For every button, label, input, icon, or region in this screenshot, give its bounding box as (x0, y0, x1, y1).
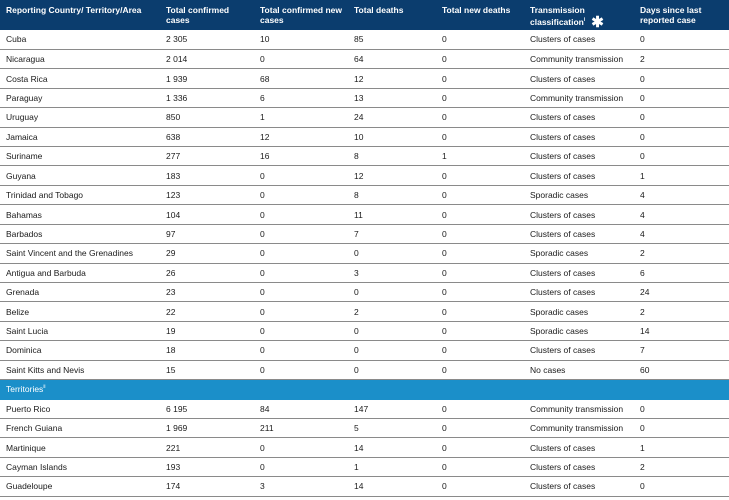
cell-total-confirmed: 193 (160, 457, 254, 476)
table-row (0, 108, 729, 127)
cell-transmission: Clusters of cases (524, 282, 634, 301)
cell-total-deaths: 8 (348, 147, 436, 166)
header-days-since: Days since last reported case (640, 5, 702, 25)
cell-new-cases: 0 (254, 49, 348, 68)
cell-total-deaths: 10 (348, 127, 436, 146)
table-row (0, 88, 729, 107)
cell-transmission: Clusters of cases (524, 166, 634, 185)
cell-total-confirmed: 850 (160, 108, 254, 127)
table-row (0, 244, 729, 263)
cell-transmission: Clusters of cases (524, 147, 634, 166)
cell-new-cases: 0 (254, 360, 348, 379)
cell-total-confirmed: 1 969 (160, 418, 254, 437)
cell-new-cases: 3 (254, 477, 348, 496)
cell-country: Suriname (0, 147, 160, 166)
header-row (0, 0, 729, 30)
cell-new-cases: 84 (254, 399, 348, 418)
cell-country: Cayman Islands (0, 457, 160, 476)
cell-transmission: Clusters of cases (524, 108, 634, 127)
cell-total-deaths: 12 (348, 166, 436, 185)
cell-days-since: 4 (634, 185, 729, 204)
cell-days-since: 2 (634, 302, 729, 321)
cell-new-cases: 12 (254, 127, 348, 146)
cell-new-cases: 0 (254, 166, 348, 185)
table-header (0, 0, 729, 30)
cell-transmission: Community transmission (524, 49, 634, 68)
cell-transmission: Clusters of cases (524, 205, 634, 224)
table-row (0, 49, 729, 68)
cell-days-since: 0 (634, 69, 729, 88)
cell-total-confirmed: 221 (160, 438, 254, 457)
cell-total-confirmed: 277 (160, 147, 254, 166)
cell-total-confirmed: 22 (160, 302, 254, 321)
cell-country: Bahamas (0, 205, 160, 224)
cell-total-confirmed: 1 939 (160, 69, 254, 88)
cell-transmission: Clusters of cases (524, 263, 634, 282)
cell-new-deaths: 0 (436, 418, 524, 437)
cell-days-since: 4 (634, 205, 729, 224)
cell-new-cases: 16 (254, 147, 348, 166)
cell-transmission: Clusters of cases (524, 457, 634, 476)
cell-days-since: 2 (634, 49, 729, 68)
table-row (0, 438, 729, 457)
cell-new-deaths: 1 (436, 147, 524, 166)
table-row (0, 166, 729, 185)
cell-new-deaths: 0 (436, 438, 524, 457)
table-row (0, 321, 729, 340)
cell-days-since: 0 (634, 30, 729, 49)
territories-section-row (0, 380, 729, 399)
cell-total-confirmed: 1 336 (160, 88, 254, 107)
cell-transmission: Sporadic cases (524, 244, 634, 263)
cell-new-cases: 0 (254, 321, 348, 340)
cell-total-confirmed: 97 (160, 224, 254, 243)
cell-country: Nicaragua (0, 49, 160, 68)
cell-new-deaths: 0 (436, 30, 524, 49)
cell-new-cases: 0 (254, 244, 348, 263)
cell-transmission: Clusters of cases (524, 477, 634, 496)
header-transmission-label: Transmission classification (530, 5, 585, 27)
table-row (0, 477, 729, 496)
cell-days-since: 0 (634, 127, 729, 146)
cell-days-since: 60 (634, 360, 729, 379)
cell-total-deaths: 64 (348, 49, 436, 68)
cell-country: Saint Vincent and the Grenadines (0, 244, 160, 263)
cell-transmission: Sporadic cases (524, 185, 634, 204)
cell-days-since: 0 (634, 418, 729, 437)
cell-total-confirmed: 638 (160, 127, 254, 146)
cell-total-deaths: 0 (348, 244, 436, 263)
cell-country: Grenada (0, 282, 160, 301)
cell-country: Cuba (0, 30, 160, 49)
cell-country: Martinique (0, 438, 160, 457)
cell-total-confirmed: 18 (160, 341, 254, 360)
cell-total-deaths: 85 (348, 30, 436, 49)
cell-total-deaths: 0 (348, 360, 436, 379)
cell-new-cases: 1 (254, 108, 348, 127)
table-row (0, 224, 729, 243)
cell-country: Costa Rica (0, 69, 160, 88)
cell-transmission: Sporadic cases (524, 321, 634, 340)
cell-new-cases: 0 (254, 263, 348, 282)
cell-total-deaths: 24 (348, 108, 436, 127)
header-transmission-footnote: i (583, 17, 586, 23)
cell-new-deaths: 0 (436, 88, 524, 107)
cell-transmission: Clusters of cases (524, 30, 634, 49)
cell-new-cases: 6 (254, 88, 348, 107)
table-row (0, 399, 729, 418)
header-new-deaths: Total new deaths (442, 5, 511, 15)
cell-transmission: Clusters of cases (524, 341, 634, 360)
cell-days-since: 2 (634, 457, 729, 476)
cell-new-deaths: 0 (436, 166, 524, 185)
table-row (0, 147, 729, 166)
cell-country: French Guiana (0, 418, 160, 437)
table-row (0, 418, 729, 437)
cell-total-deaths: 3 (348, 263, 436, 282)
cell-total-deaths: 147 (348, 399, 436, 418)
table-row (0, 282, 729, 301)
cell-new-deaths: 0 (436, 49, 524, 68)
cell-new-deaths: 0 (436, 185, 524, 204)
cell-transmission: Clusters of cases (524, 224, 634, 243)
cell-total-deaths: 2 (348, 302, 436, 321)
cell-total-deaths: 7 (348, 224, 436, 243)
cell-transmission: Clusters of cases (524, 127, 634, 146)
cell-days-since: 0 (634, 399, 729, 418)
cell-new-deaths: 0 (436, 360, 524, 379)
cell-new-deaths: 0 (436, 457, 524, 476)
cell-new-cases: 0 (254, 224, 348, 243)
territories-label: Territories (6, 384, 44, 395)
header-new-cases: Total confirmed new cases (260, 5, 343, 25)
cell-total-confirmed: 19 (160, 321, 254, 340)
cell-new-deaths: 0 (436, 69, 524, 88)
cell-days-since: 0 (634, 88, 729, 107)
table-row (0, 457, 729, 476)
cell-new-cases: 0 (254, 282, 348, 301)
cell-new-deaths: 0 (436, 205, 524, 224)
cell-new-deaths: 0 (436, 341, 524, 360)
cell-new-deaths: 0 (436, 127, 524, 146)
cell-new-cases: 0 (254, 438, 348, 457)
cell-new-deaths: 0 (436, 321, 524, 340)
header-total-deaths: Total deaths (354, 5, 404, 15)
cell-days-since: 0 (634, 147, 729, 166)
cell-total-deaths: 12 (348, 69, 436, 88)
table-row (0, 341, 729, 360)
cell-country: Saint Kitts and Nevis (0, 360, 160, 379)
cell-new-cases: 0 (254, 185, 348, 204)
cell-days-since: 0 (634, 477, 729, 496)
cell-new-deaths: 0 (436, 302, 524, 321)
cell-transmission: Clusters of cases (524, 438, 634, 457)
cell-total-deaths: 0 (348, 282, 436, 301)
cell-days-since: 0 (634, 108, 729, 127)
cell-total-deaths: 14 (348, 477, 436, 496)
cell-days-since: 2 (634, 244, 729, 263)
cell-country: Jamaica (0, 127, 160, 146)
cell-days-since: 1 (634, 166, 729, 185)
cell-total-deaths: 14 (348, 438, 436, 457)
cell-new-deaths: 0 (436, 244, 524, 263)
cell-total-deaths: 1 (348, 457, 436, 476)
cell-country: Guyana (0, 166, 160, 185)
cell-country: Uruguay (0, 108, 160, 127)
cell-total-confirmed: 2 014 (160, 49, 254, 68)
cell-country: Antigua and Barbuda (0, 263, 160, 282)
cell-transmission: Community transmission (524, 399, 634, 418)
cell-total-deaths: 11 (348, 205, 436, 224)
cell-transmission: Clusters of cases (524, 69, 634, 88)
header-country: Reporting Country/ Territory/Area (6, 5, 142, 15)
table-row (0, 185, 729, 204)
cell-total-confirmed: 6 195 (160, 399, 254, 418)
cell-new-deaths: 0 (436, 224, 524, 243)
cell-country: Saint Lucia (0, 321, 160, 340)
cell-total-confirmed: 123 (160, 185, 254, 204)
table-row (0, 302, 729, 321)
territories-footnote: ii (43, 384, 46, 391)
asterisk-icon: ✱ (591, 13, 604, 31)
cell-new-cases: 10 (254, 30, 348, 49)
table-row (0, 360, 729, 379)
cell-country: Puerto Rico (0, 399, 160, 418)
cell-total-deaths: 5 (348, 418, 436, 437)
cell-new-cases: 0 (254, 205, 348, 224)
cell-total-confirmed: 26 (160, 263, 254, 282)
cell-new-cases: 211 (254, 418, 348, 437)
cell-new-deaths: 0 (436, 399, 524, 418)
cell-transmission: No cases (524, 360, 634, 379)
cell-total-deaths: 13 (348, 88, 436, 107)
cell-days-since: 24 (634, 282, 729, 301)
cell-new-deaths: 0 (436, 263, 524, 282)
cell-days-since: 7 (634, 341, 729, 360)
cell-total-confirmed: 104 (160, 205, 254, 224)
cell-total-confirmed: 2 305 (160, 30, 254, 49)
cell-new-cases: 0 (254, 457, 348, 476)
table-row (0, 205, 729, 224)
cell-transmission: Sporadic cases (524, 302, 634, 321)
cell-total-deaths: 8 (348, 185, 436, 204)
table-row (0, 69, 729, 88)
cell-days-since: 1 (634, 438, 729, 457)
table-body (0, 30, 729, 496)
cell-country: Trinidad and Tobago (0, 185, 160, 204)
cell-total-deaths: 0 (348, 321, 436, 340)
cell-total-confirmed: 183 (160, 166, 254, 185)
cell-new-cases: 0 (254, 341, 348, 360)
cell-country: Paraguay (0, 88, 160, 107)
cell-total-deaths: 0 (348, 341, 436, 360)
cell-new-deaths: 0 (436, 282, 524, 301)
header-total-confirmed: Total confirmed cases (166, 5, 230, 25)
header-transmission (524, 0, 634, 30)
cell-total-confirmed: 29 (160, 244, 254, 263)
cell-country: Guadeloupe (0, 477, 160, 496)
territories-section-label (0, 380, 729, 399)
cell-transmission: Community transmission (524, 88, 634, 107)
cell-country: Dominica (0, 341, 160, 360)
cell-transmission: Community transmission (524, 418, 634, 437)
cell-total-confirmed: 174 (160, 477, 254, 496)
cell-new-deaths: 0 (436, 108, 524, 127)
cell-days-since: 6 (634, 263, 729, 282)
table-row (0, 30, 729, 49)
cell-days-since: 4 (634, 224, 729, 243)
cell-days-since: 14 (634, 321, 729, 340)
cell-total-confirmed: 23 (160, 282, 254, 301)
cell-country: Barbados (0, 224, 160, 243)
cell-total-confirmed: 15 (160, 360, 254, 379)
table-row (0, 127, 729, 146)
cell-new-cases: 68 (254, 69, 348, 88)
cell-country: Belize (0, 302, 160, 321)
cell-new-deaths: 0 (436, 477, 524, 496)
table-row (0, 263, 729, 282)
cell-new-cases: 0 (254, 302, 348, 321)
